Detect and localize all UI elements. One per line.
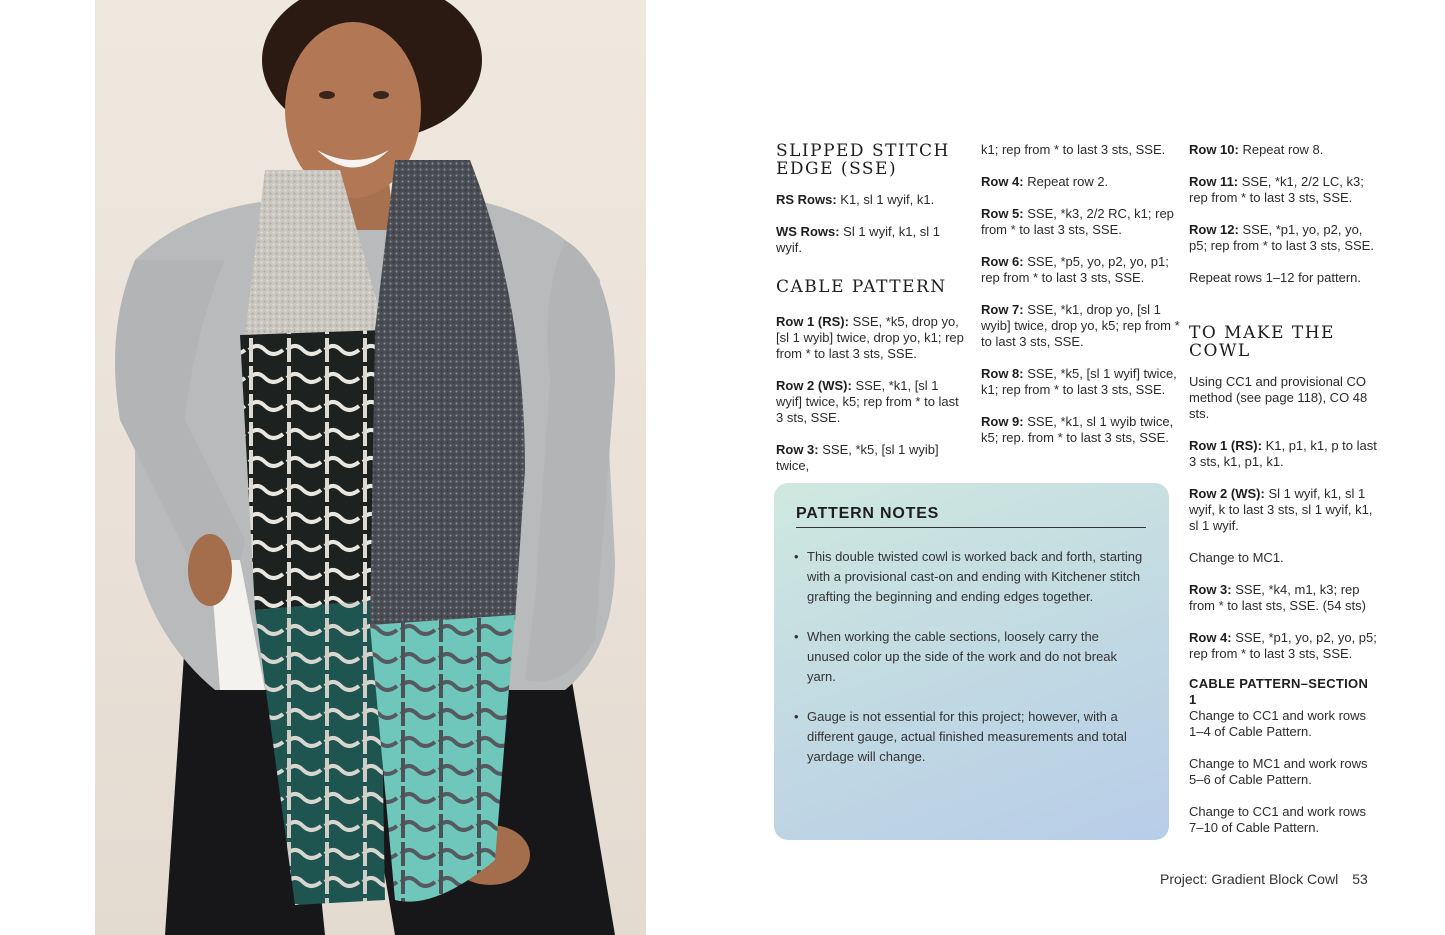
cable-row-3: Row 3: SSE, *k5, [sl 1 wyib] twice, <box>776 442 939 473</box>
section-step-3: Change to CC1 and work rows 7–10 of Cable Pattern. <box>1189 804 1367 835</box>
footer-title: Project: Gradient Block Cowl <box>1160 871 1339 887</box>
cable-row-2: Row 2 (WS): SSE, *k1, [sl 1 wyif] twice, k5; rep from * to last 3 sts, SSE. <box>776 378 959 425</box>
column-1 <box>776 142 966 490</box>
column-3 <box>1189 142 1379 852</box>
slipped-stitch-heading: SLIPPED STITCH EDGE (SSE) <box>776 141 950 179</box>
cable-row-9: Row 9: SSE, *k1, sl 1 wyib twice, k5; rep. from * to last 3 sts, SSE. <box>981 414 1174 445</box>
to-make-cowl-heading: TO MAKE THE COWL <box>1189 323 1335 361</box>
section-step-2: Change to MC1 and work rows 5–6 of Cable Pattern. <box>1189 756 1368 787</box>
cowl-row-3: Row 3: SSE, *k4, m1, k3; rep from * to last sts, SSE. (54 sts) <box>1189 582 1366 613</box>
model-wearing-cowl-photo <box>95 0 646 935</box>
list-item: • This double twisted cowl is worked back and forth, starting with a provisional cast-on and ending with Kitchener stitch grafting the beginning and ending edges together. <box>794 547 1144 607</box>
rs-rows-text: RS Rows: K1, sl 1 wyif, k1. <box>776 192 935 207</box>
cowl-row-4: Row 4: SSE, *p1, yo, p2, yo, p5; rep from * to last 3 sts, SSE. <box>1189 630 1377 661</box>
pattern-notes-box <box>774 483 1169 840</box>
cable-row-12: Row 12: SSE, *p1, yo, p2, yo, p5; rep from * to last 3 sts, SSE. <box>1189 222 1374 253</box>
change-to-mc1: Change to MC1. <box>1189 550 1284 565</box>
ws-rows-text: WS Rows: Sl 1 wyif, k1, sl 1 wyif. <box>776 224 940 255</box>
cable-row-7: Row 7: SSE, *k1, drop yo, [sl 1 wyib] twice, drop yo, k5; rep from * to last 3 sts, SSE. <box>981 302 1180 349</box>
cable-row-3-cont: k1; rep from * to last 3 sts, SSE. <box>981 142 1166 157</box>
cable-row-4: Row 4: Repeat row 2. <box>981 174 1109 189</box>
pattern-notes-heading: PATTERN NOTES <box>796 505 1146 528</box>
cowl-row-2: Row 2 (WS): Sl 1 wyif, k1, sl 1 wyif, k to last 3 sts, sl 1 wyif, k1, sl 1 wyif. <box>1189 486 1373 533</box>
cable-section-1-heading: CABLE PATTERN–SECTION 1 <box>1189 676 1369 707</box>
model-photo <box>95 0 646 935</box>
list-item: • Gauge is not essential for this project; however, with a different gauge, actual finished measurements and total yardage will change. <box>794 707 1144 767</box>
page-footer <box>1160 871 1368 887</box>
column-2 <box>981 142 1181 462</box>
cowl-row-1: Row 1 (RS): K1, p1, k1, p to last 3 sts, k1, p1, k1. <box>1189 438 1377 469</box>
cable-row-10: Row 10: Repeat row 8. <box>1189 142 1324 157</box>
pattern-notes-list <box>794 547 1144 787</box>
cable-row-6: Row 6: SSE, *p5, yo, p2, yo, p1; rep from * to last 3 sts, SSE. <box>981 254 1169 285</box>
cowl-intro: Using CC1 and provisional CO method (see page 118), CO 48 sts. <box>1189 374 1368 421</box>
repeat-rows-text: Repeat rows 1–12 for pattern. <box>1189 270 1361 285</box>
cable-row-1: Row 1 (RS): SSE, *k5, drop yo, [sl 1 wyib] twice, drop yo, k1; rep from * to last 3 sts, SSE. <box>776 314 964 361</box>
list-item: • When working the cable sections, loosely carry the unused color up the side of the work and do not break yarn. <box>794 627 1144 687</box>
page-number: 53 <box>1352 871 1368 887</box>
cable-row-8: Row 8: SSE, *k5, [sl 1 wyif] twice, k1; rep from * to last 3 sts, SSE. <box>981 366 1177 397</box>
cable-pattern-heading: CABLE PATTERN <box>776 277 947 297</box>
cable-row-5: Row 5: SSE, *k3, 2/2 RC, k1; rep from * to last 3 sts, SSE. <box>981 206 1174 237</box>
cable-row-11: Row 11: SSE, *k1, 2/2 LC, k3; rep from * to last 3 sts, SSE. <box>1189 174 1364 205</box>
section-step-1: Change to CC1 and work rows 1–4 of Cable Pattern. <box>1189 708 1367 739</box>
